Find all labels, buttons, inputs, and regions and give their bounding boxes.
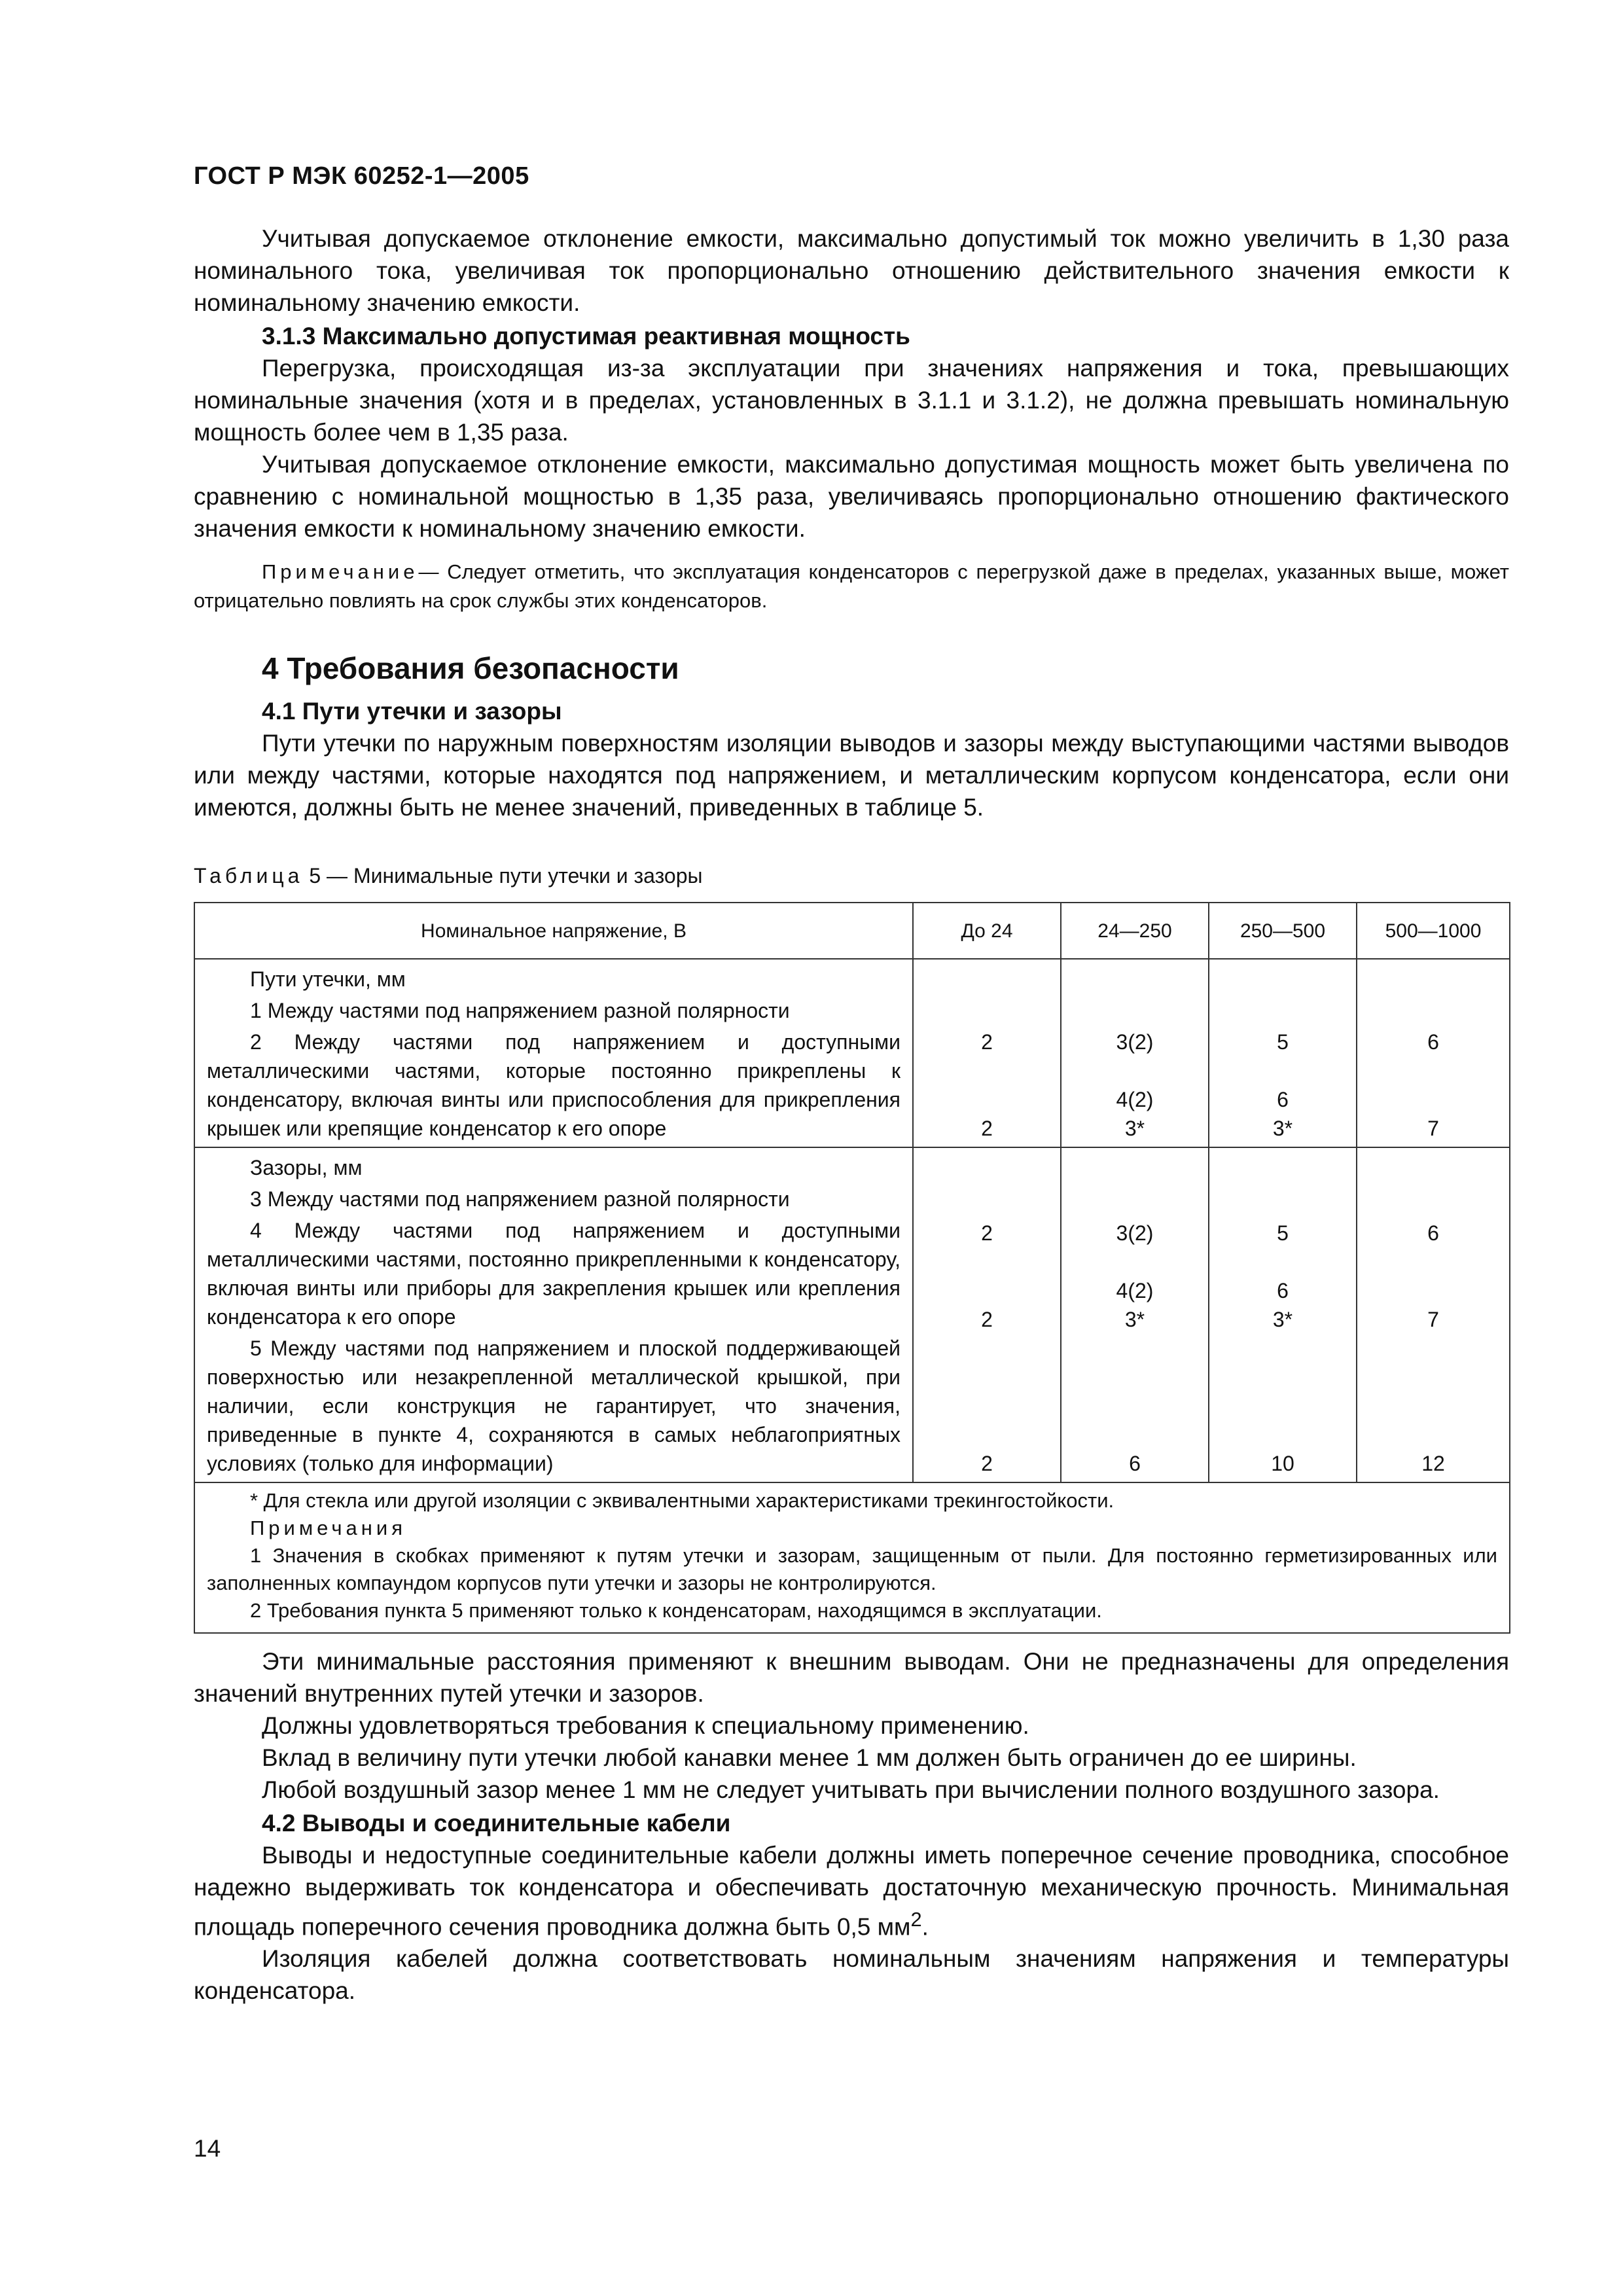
- item-2-value: 4(2): [1116, 1088, 1154, 1111]
- section-4-2-paragraph-1: [194, 1839, 1509, 1943]
- section-4-2-p1-main: Выводы и недоступные соединительные кабели должны иметь поперечное сечение проводника, способное надежно выдерживать ток конденсатора и обеспечивать достаточную механическую прочность. Минимальная площадь поперечного сечения проводника должна быть 0,5 мм: [194, 1842, 1509, 1941]
- section-4-heading: 4 Требования безопасности: [262, 651, 679, 685]
- item-3-value: 3(2): [1116, 1221, 1154, 1245]
- page-number: 14: [194, 2135, 221, 2162]
- section-4-2-heading: 4.2 Выводы и соединительные кабели: [262, 1810, 731, 1837]
- table-footnotes: [194, 1482, 1510, 1633]
- item-5-value: 6: [1129, 1452, 1141, 1475]
- item-5-value: 10: [1271, 1452, 1294, 1475]
- item-5: 5 Между частями под напряжением и плоской поддерживающей поверхностью или незакрепленной металлической крышкой, при наличии, если конструкция не гарантирует, что значения, приведенные в пункте 4, сохраняются в самых неблагоприятных условиях (только для информации): [207, 1336, 901, 1475]
- item-1-value: 3(2): [1116, 1030, 1154, 1054]
- item-2-value: 2: [981, 1117, 993, 1140]
- section-3-1-3-paragraph-2: Учитывая допускаемое отклонение емкости, максимально допустимая мощность может быть увеличена по сравнению с номинальной мощностью в 1,35 раза, увеличиваясь пропорционально отношению фактического значения емкости к номинальному значению емкости.: [194, 451, 1509, 542]
- creepage-col-4: [1357, 959, 1510, 1147]
- table-header-row: [194, 903, 1510, 959]
- group-title-clearance: Зазоры, мм: [250, 1156, 363, 1179]
- item-4-value: 6: [1277, 1279, 1289, 1302]
- item-1: 1 Между частями под напряжением разной полярности: [250, 999, 790, 1022]
- after-table-paragraph-4: Любой воздушный зазор менее 1 мм не следует учитывать при вычислении полного воздушного зазора.: [262, 1776, 1440, 1803]
- superscript-2: 2: [910, 1908, 922, 1931]
- creepage-description: [194, 959, 913, 1147]
- table-row-creepage: [194, 959, 1510, 1147]
- item-1-value: 5: [1277, 1030, 1289, 1054]
- after-table-paragraph-1: Эти минимальные расстояния применяют к внешним выводам. Они не предназначены для определения значений внутренних путей утечки и зазоров.: [194, 1648, 1509, 1707]
- section-4-1-heading: 4.1 Пути утечки и зазоры: [262, 698, 562, 725]
- item-2-value: 6: [1277, 1088, 1289, 1111]
- item-5-value: 2: [981, 1452, 993, 1475]
- section-4-2-paragraph-2: Изоляция кабелей должна соответствовать номинальным значениям напряжения и температуры конденсатора.: [194, 1945, 1509, 2005]
- table-footnote-star: * Для стекла или другой изоляции с эквивалентными характеристиками трекингостойкости.: [250, 1489, 1115, 1512]
- table-row-clearance: [194, 1147, 1510, 1482]
- section-3-1-3-heading: 3.1.3 Максимально допустимая реактивная мощность: [262, 323, 910, 350]
- header-col-1: До 24: [913, 903, 1061, 959]
- section-4-1-paragraph: Пути утечки по наружным поверхностям изоляции выводов и зазоры между выступающими частями выводов или между частями, которые находятся под напряжением, и металлическим корпусом конденсатора, если они имеются, должны быть не менее значений, приведенных в таблице 5.: [194, 730, 1509, 821]
- clearance-col-2: [1061, 1147, 1209, 1482]
- item-5-value: 12: [1421, 1452, 1445, 1475]
- item-2-value: 7: [1427, 1117, 1439, 1140]
- intro-paragraph: Учитывая допускаемое отклонение емкости, максимально допустимый ток можно увеличить в 1,30 раза номинального тока, увеличивая ток пропорционально отношению действительного значения емкости к номинальному значению емкости.: [194, 225, 1509, 316]
- item-2-value-star: 3*: [1272, 1117, 1293, 1140]
- item-4: 4 Между частями под напряжением и доступными металлическими частями, постоянно прикрепленными к конденсатору, включая винты или приборы для закрепления крышек или крепления конденсатора к его опоре: [207, 1219, 901, 1329]
- table-note-2: 2 Требования пункта 5 применяют только к конденсаторам, находящимся в эксплуатации.: [250, 1599, 1102, 1622]
- after-table-paragraph-2: Должны удовлетворяться требования к специальному применению.: [262, 1712, 1029, 1739]
- note-text: — Следует отметить, что эксплуатация конденсаторов с перегрузкой даже в пределах, указанных выше, может отрицательно повлиять на срок службы этих конденсаторов.: [194, 560, 1509, 612]
- item-3-value: 5: [1277, 1221, 1289, 1245]
- section-4-2-p1-end: .: [921, 1913, 929, 1941]
- clearance-col-4: [1357, 1147, 1510, 1482]
- clearance-col-1: [913, 1147, 1061, 1482]
- table-5-caption: [194, 863, 1509, 889]
- table-caption-text: 5 — Минимальные пути утечки и зазоры: [303, 864, 703, 888]
- document-body: [194, 223, 1509, 2007]
- header-col-4: 500—1000: [1357, 903, 1510, 959]
- section-3-1-3-paragraph-1: Перегрузка, происходящая из-за эксплуатации при значениях напряжения и тока, превышающих номинальные значения (хотя и в пределах, установленных в 3.1.1 и 3.1.2), не должна превышать номинальную мощность более чем в 1,35 раза.: [194, 355, 1509, 446]
- item-3: 3 Между частями под напряжением разной полярности: [250, 1187, 790, 1211]
- item-4-value: 4(2): [1116, 1279, 1154, 1302]
- table-caption-label: Таблица: [194, 864, 304, 888]
- creepage-col-2: [1061, 959, 1209, 1147]
- item-1-value: 2: [981, 1030, 993, 1054]
- item-4-value: 7: [1427, 1308, 1439, 1331]
- item-3-value: 2: [981, 1221, 993, 1245]
- section-3-1-3-note: [194, 558, 1509, 615]
- item-4-value: 2: [981, 1308, 993, 1331]
- group-title-creepage: Пути утечки, мм: [250, 967, 406, 991]
- item-1-value: 6: [1427, 1030, 1439, 1054]
- header-voltage: Номинальное напряжение, В: [194, 903, 913, 959]
- clearance-description: [194, 1147, 913, 1482]
- note-label: Примечание: [262, 560, 419, 583]
- item-2-value-star: 3*: [1124, 1117, 1145, 1140]
- clearance-col-3: [1209, 1147, 1357, 1482]
- table-footnote-row: [194, 1482, 1510, 1633]
- table-notes-label: Примечания: [250, 1516, 406, 1539]
- creepage-col-3: [1209, 959, 1357, 1147]
- item-4-value-star: 3*: [1272, 1308, 1293, 1331]
- table-note-1: 1 Значения в скобках применяют к путям утечки и зазорам, защищенным от пыли. Для постоянно герметизированных или заполненных компаундом корпусов пути утечки и зазоры не контролируются.: [207, 1544, 1497, 1594]
- creepage-col-1: [913, 959, 1061, 1147]
- item-2: 2 Между частями под напряжением и доступными металлическими частями, которые постоянно прикреплены к конденсатору, включая винты или приспособления для прикрепления крышек или крепящие конденсатор к его опоре: [207, 1030, 901, 1140]
- header-col-2: 24—250: [1061, 903, 1209, 959]
- item-3-value: 6: [1427, 1221, 1439, 1245]
- item-4-value-star: 3*: [1124, 1308, 1145, 1331]
- document-header: ГОСТ Р МЭК 60252-1—2005: [194, 162, 529, 190]
- header-col-3: 250—500: [1209, 903, 1357, 959]
- after-table-paragraph-3: Вклад в величину пути утечки любой канавки менее 1 мм должен быть ограничен до ее ширины.: [262, 1744, 1357, 1771]
- table-5: [194, 902, 1510, 1634]
